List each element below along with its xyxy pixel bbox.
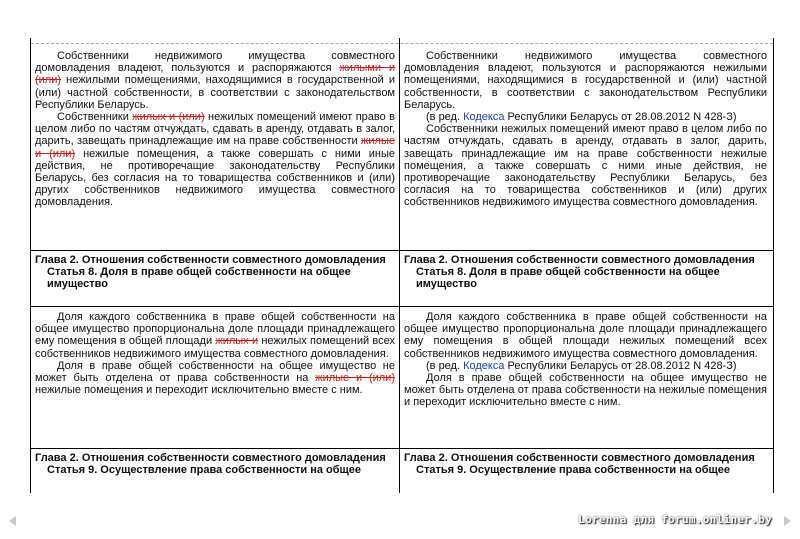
- ref-prefix: (в ред.: [426, 359, 464, 372]
- chapter-heading: Глава 2. Отношения собственности совместного домовладения: [404, 254, 755, 266]
- deleted-text: жилых и (или): [132, 111, 205, 124]
- deleted-text: жилые и (или): [315, 372, 395, 385]
- chapter-heading: Глава 2. Отношения собственности совместного домовладения: [35, 254, 386, 266]
- row2-left-cell: [35, 254, 395, 306]
- arrow-left-icon[interactable]: [6, 514, 20, 528]
- chapter-heading: Глава 2. Отношения собственности совместного домовладения: [35, 452, 386, 464]
- row3-right-p2: Доля в праве общей собственности на общее имущество не может быть отделена от права собственности на нежилые помещения и переходит исключительно вместе с ним.: [404, 372, 767, 409]
- row4-left-cell: [35, 452, 395, 492]
- row1-right-cell: [404, 50, 767, 256]
- text-segment: нежилые помещения и переходит исключительно вместе с ним.: [35, 384, 363, 397]
- text-segment: Доля в праве общей собственности на общее имущество не может быть отделена от права собственности на: [35, 359, 395, 385]
- row-separator: [31, 250, 773, 251]
- text-segment: нежилых помещений имеют право в целом либо по частям отчуждать, сдавать в аренду, отдавать в залог, дарить, завещать принадлежащие им на праве собственности: [35, 111, 395, 148]
- article-heading: Статья 9. Осуществление права собственности на общее: [416, 464, 731, 477]
- comparison-table: [30, 38, 774, 493]
- row2-right-cell: [404, 254, 767, 306]
- row3-left-p2: [35, 360, 395, 397]
- row3-left-p1: [35, 311, 395, 360]
- ref-suffix: Республики Беларусь от 28.08.2012 N 428-З): [504, 359, 737, 372]
- chapter-heading: Глава 2. Отношения собственности совместного домовладения: [404, 452, 755, 464]
- text-segment: Доля каждого собственника в праве общей собственности на общее имущество пропорциональна доле площади принадлежащего ему помещения в общей площади: [35, 311, 395, 348]
- article-heading: Статья 9. Осуществление права собственности на общее: [47, 464, 362, 477]
- row1-right-p2: Собственники нежилых помещений имеют право в целом либо по частям отчуждать, сдавать в аренду, отдавать в залог, дарить, завещать принадлежащие им на праве собственности нежилые помещения, а также совершать с ними иные действия, не противоречащие законодательству Республики Беларусь, без согласия на то товарищества собственников и (или) других собственников недвижимого имущества совместного домовладения.: [404, 123, 767, 209]
- row3-right-ref: [404, 360, 767, 372]
- row1-left-p1: [35, 50, 395, 111]
- watermark: Lorenna для forum.onliner.by: [578, 513, 772, 526]
- row1-right-p1: Собственники недвижимого имущества совместного домовладения владеют, пользуются и распоряжаются нежилыми помещениями, находящимися в государственной и (или) частной собственности, в соответствии с законодательством Республики Беларусь.: [404, 50, 767, 111]
- row3-right-cell: [404, 311, 767, 447]
- column-divider: [399, 38, 400, 493]
- codex-link[interactable]: Кодекса: [463, 111, 505, 124]
- deleted-text: жилыми и (или): [35, 62, 395, 87]
- arrow-right-icon[interactable]: [780, 514, 794, 528]
- text-segment: нежилых помещений всех собственников недвижимого имущества совместного домовладения.: [35, 335, 395, 360]
- row-separator: [31, 306, 773, 307]
- row-separator: [31, 448, 773, 449]
- article-heading: Статья 8. Доля в праве общей собственности на общее имущество: [47, 266, 351, 291]
- text-segment: нежилыми помещениями, находящимися в государственной и (или) частной собственности, в соответствии с законодательством Республики Беларусь.: [35, 74, 395, 111]
- deleted-text: жилые и (или): [35, 135, 395, 160]
- codex-link[interactable]: Кодекса: [463, 359, 505, 372]
- text-segment: Собственники: [57, 111, 133, 124]
- row1-left-cell: [35, 50, 395, 256]
- top-dashed-line: [31, 43, 773, 44]
- row3-right-p1: Доля каждого собственника в праве общей собственности на общее имущество пропорциональна доле площади принадлежащего ему помещения в общей площади нежилых помещений всех собственников недвижимого имущества совместного домовладения.: [404, 311, 767, 360]
- row4-right-cell: [404, 452, 767, 492]
- article-heading: Статья 8. Доля в праве общей собственности на общее имущество: [416, 266, 720, 291]
- text-segment: нежилые помещения, а также совершать с ними иные действия, не противоречащие законодательству Республики Беларусь, без согласия на то товарищества собственников и (или) других собственников недвижимого имущества совместного домовладения.: [35, 147, 395, 209]
- text-segment: Собственники недвижимого имущества совместного домовладения владеют, пользуются и распоряжаются: [35, 50, 395, 75]
- ref-prefix: (в ред.: [426, 111, 464, 124]
- row1-right-ref: [404, 111, 767, 123]
- ref-suffix: Республики Беларусь от 28.08.2012 N 428-З): [504, 111, 737, 124]
- row1-left-p2: [35, 111, 395, 209]
- deleted-text: жилых и: [215, 335, 259, 348]
- row3-left-cell: [35, 311, 395, 447]
